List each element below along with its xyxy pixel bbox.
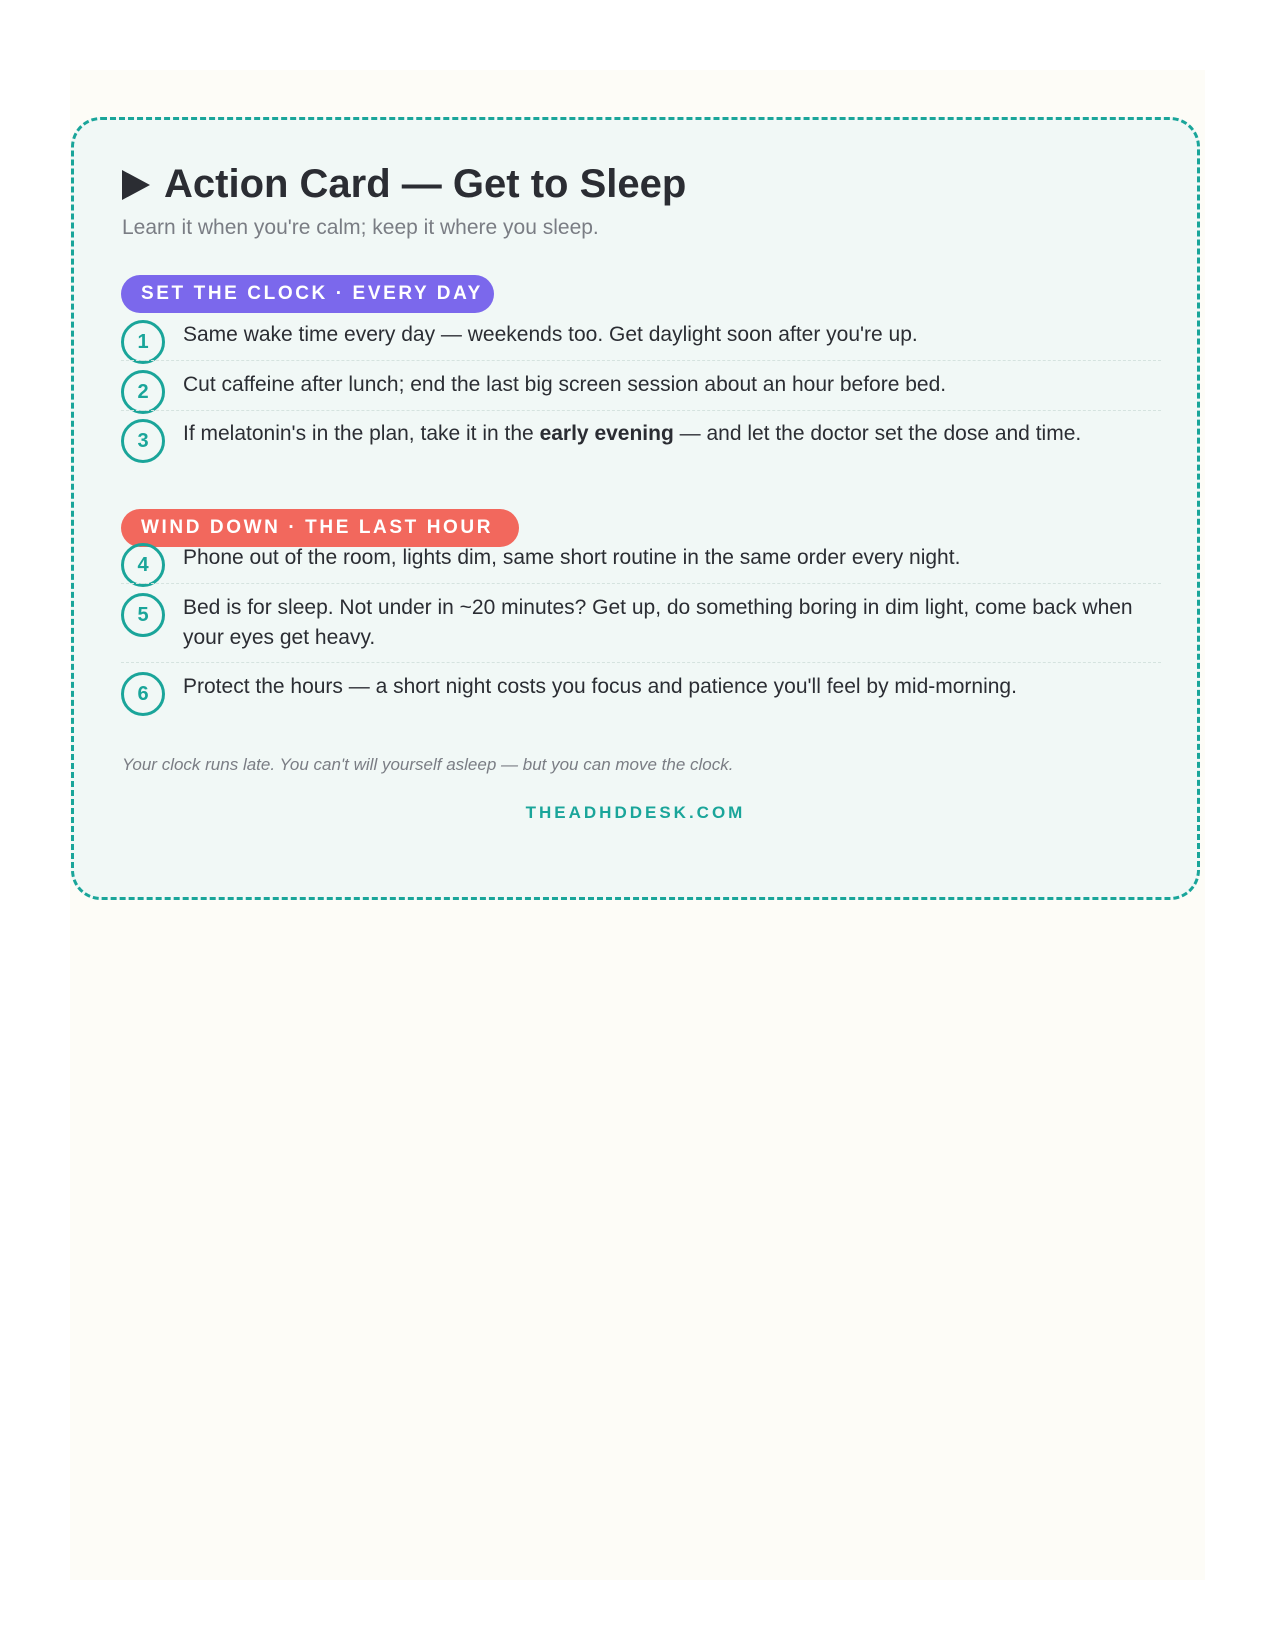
card-subtitle: Learn it when you're calm; keep it where you sleep. xyxy=(122,216,599,239)
step-number-badge: 2 xyxy=(121,370,165,414)
step-number-badge: 1 xyxy=(121,320,165,364)
step-divider xyxy=(121,583,1161,584)
step-divider xyxy=(121,360,1161,361)
section-label-wind-down: WIND DOWN · THE LAST HOUR xyxy=(121,509,519,547)
step-number-badge: 3 xyxy=(121,419,165,463)
step-text xyxy=(183,419,1158,449)
step-number-badge: 5 xyxy=(121,593,165,637)
play-triangle-icon xyxy=(122,170,150,200)
step-text: Same wake time every day — weekends too. Get daylight soon after you're up. xyxy=(183,323,918,346)
step-text-part: If melatonin's in the plan, take it in the xyxy=(183,422,540,445)
brand-link[interactable]: THEADHDDESK.COM xyxy=(525,803,746,822)
step-divider xyxy=(121,410,1161,411)
step-text: Phone out of the room, lights dim, same short routine in the same order every night. xyxy=(183,546,961,569)
step-number-badge: 4 xyxy=(121,543,165,587)
step-number-badge: 6 xyxy=(121,672,165,716)
card-title: Action Card — Get to Sleep xyxy=(164,162,687,206)
step-text: Protect the hours — a short night costs you focus and patience you'll feel by mid-morning. xyxy=(183,675,1017,698)
section-label-set-the-clock: SET THE CLOCK · EVERY DAY xyxy=(121,275,494,313)
footer-note: Your clock runs late. You can't will yourself asleep — but you can move the clock. xyxy=(122,755,734,774)
step-divider xyxy=(121,662,1161,663)
step-text: Bed is for sleep. Not under in ~20 minutes? Get up, do something boring in dim light, come back when your eyes get heavy. xyxy=(183,596,1133,649)
step-text-emphasis: early evening xyxy=(539,422,674,445)
step-text: Cut caffeine after lunch; end the last big screen session about an hour before bed. xyxy=(183,373,947,396)
step-text-part: — and let the doctor set the dose and time. xyxy=(673,422,1082,445)
title-row xyxy=(122,162,686,207)
action-card xyxy=(71,117,1200,900)
